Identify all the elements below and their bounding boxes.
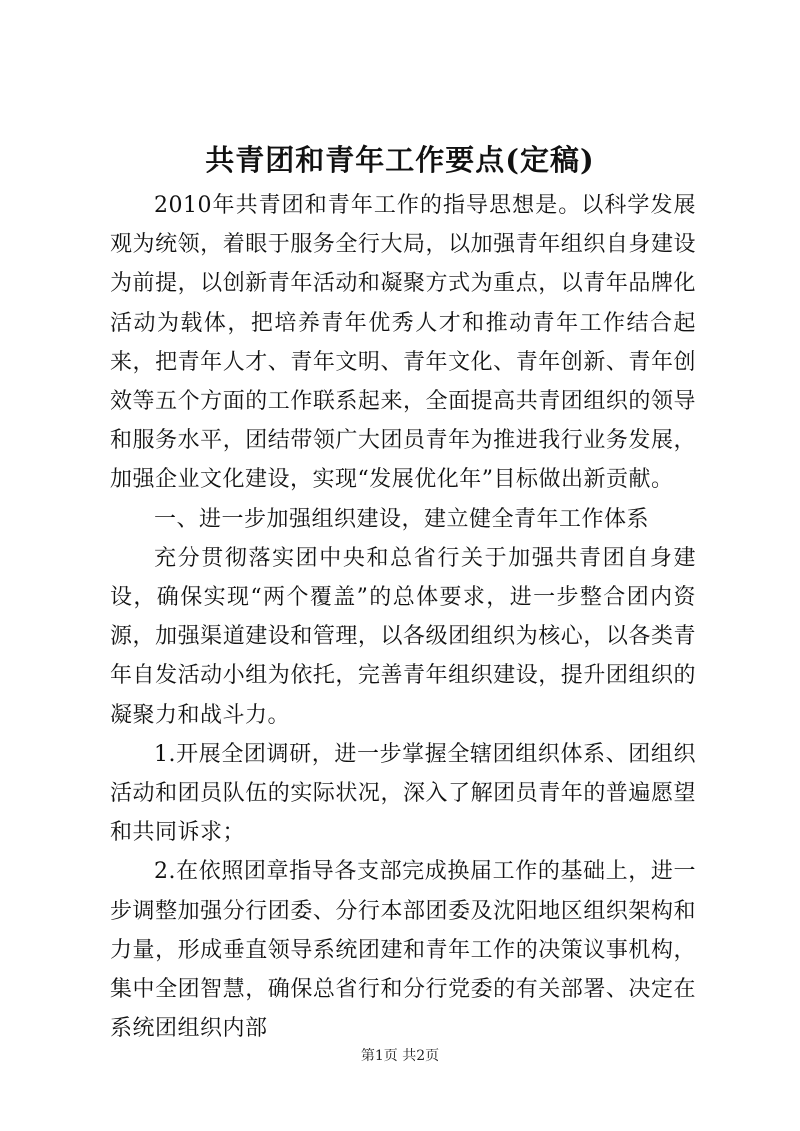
document-body: [110, 186, 696, 1048]
list-item-1: 1.开展全团调研，进一步掌握全辖团组织体系、团组织活动和团员队伍的实际状况，深入了解团员青年的普遍愿望和共同诉求；: [110, 741, 696, 846]
page-footer: 第1页 共2页: [360, 1048, 440, 1064]
section-heading-1: 一、进一步加强组织建设，建立健全青年工作体系: [154, 506, 650, 532]
paragraph-organization: 充分贯彻落实团中央和总省行关于加强共青团自身建设，确保实现“两个覆盖”的总体要求，进一步整合团内资源，加强渠道建设和管理，以各级团组织为核心，以各类青年自发活动小组为依托，完善青年组织建设，提升团组织的凝聚力和战斗力。: [110, 545, 696, 728]
paragraph-guiding-ideology: 2010年共青团和青年工作的指导思想是。以科学发展观为统领，着眼于服务全行大局，以加强青年组织自身建设为前提，以创新青年活动和凝聚方式为重点，以青年品牌化活动为载体，把培养青年优秀人才和推动青年工作结合起来，把青年人才、青年文明、青年文化、青年创新、青年创效等五个方面的工作联系起来，全面提高共青团组织的领导和服务水平，团结带领广大团员青年为推进我行业务发展，加强企业文化建设，实现“发展优化年”目标做出新贡献。: [110, 193, 696, 493]
page-title: 共青团和青年工作要点(定稿): [205, 143, 595, 177]
list-item-2: 2.在依照团章指导各支部完成换届工作的基础上，进一步调整加强分行团委、分行本部团委及沈阳地区组织架构和力量，形成垂直领导系统团建和青年工作的决策议事机构，集中全团智慧，确保总省行和分行党委的有关部署、决定在系统团组织内部: [110, 859, 696, 1042]
